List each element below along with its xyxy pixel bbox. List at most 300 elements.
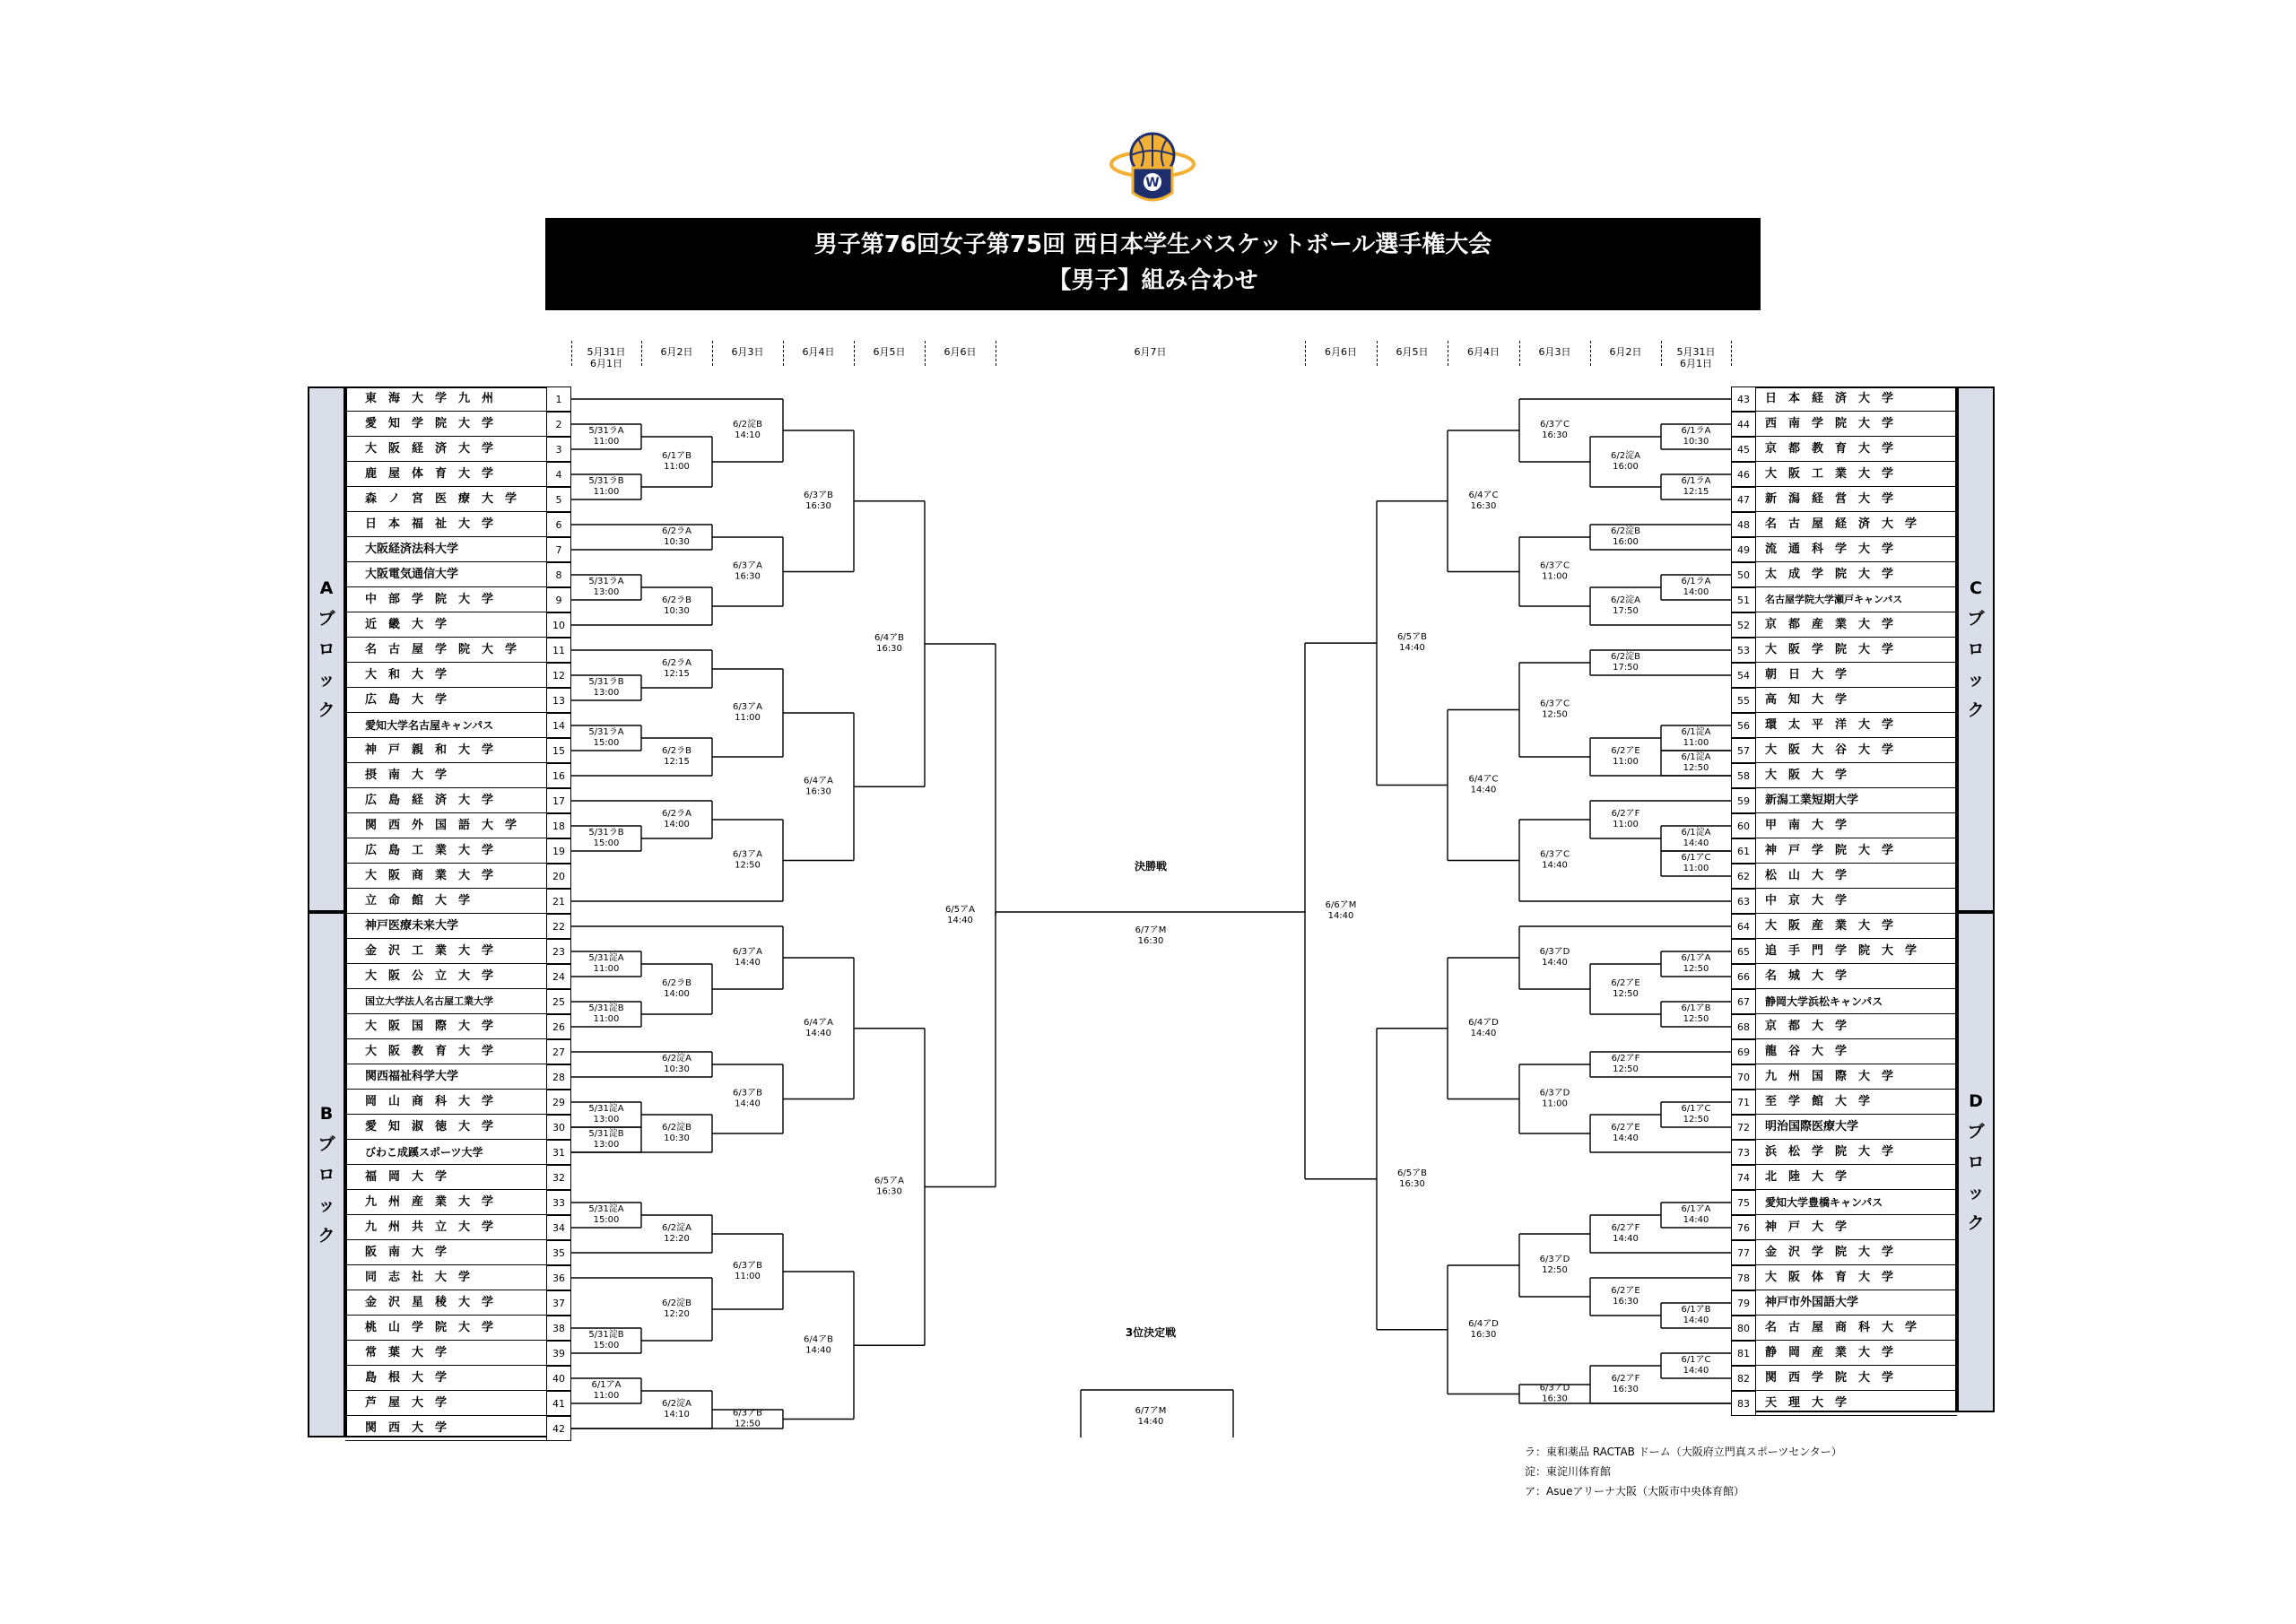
block-label-char: ブ <box>317 1134 335 1154</box>
team-seed-number: 41 <box>546 1391 571 1416</box>
date-header-right: 6月2日 <box>1609 346 1642 358</box>
block-label-char: C <box>1970 578 1982 598</box>
match-label: 15:00 <box>593 1341 620 1350</box>
team-seed-number: 70 <box>1731 1064 1756 1090</box>
team-name: 神戸市外国語大学 <box>1756 1290 1957 1316</box>
match-label: 6/3アA <box>733 849 762 860</box>
match-label: 12:50 <box>1613 989 1639 999</box>
team-name: 鹿 屋 体 育 大 学 <box>345 462 546 487</box>
team-seed-number: 48 <box>1731 512 1756 537</box>
team-seed-number: 30 <box>546 1115 571 1140</box>
team-seed-number: 12 <box>546 663 571 688</box>
date-header-left: 6月6日 <box>944 346 977 358</box>
team-seed-number: 35 <box>546 1240 571 1265</box>
date-header-left: 6月2日 <box>660 346 693 358</box>
match-label: 12:50 <box>1542 709 1568 720</box>
team-name: 甲 南 大 学 <box>1756 813 1957 838</box>
match-label: 14:40 <box>805 1028 831 1038</box>
team-seed-number: 62 <box>1731 864 1756 889</box>
match-label: 16:00 <box>1613 537 1639 547</box>
team-name: 常 葉 大 学 <box>345 1341 546 1366</box>
match-label: 6/3アD <box>1539 1255 1570 1264</box>
date-header-left: 6月4日 <box>802 346 835 358</box>
match-label: 6/2淀B <box>662 1298 691 1308</box>
team-name: 大 阪 国 際 大 学 <box>345 1014 546 1039</box>
block-label-char: A <box>319 578 334 598</box>
team-name: 名 古 屋 経 済 大 学 <box>1756 512 1957 537</box>
team-name: 大 阪 産 業 大 学 <box>1756 914 1957 939</box>
match-label: 12:50 <box>735 860 761 871</box>
match-label: 6/2淀B <box>733 420 762 430</box>
team-seed-number: 37 <box>546 1290 571 1316</box>
team-seed-number: 31 <box>546 1140 571 1165</box>
team-name: 関 西 大 学 <box>345 1416 546 1441</box>
match-label: 5/31ラA <box>588 426 624 436</box>
team-name: 金 沢 星 稜 大 学 <box>345 1290 546 1316</box>
team-seed-number: 29 <box>546 1090 571 1115</box>
team-name: 愛 知 学 院 大 学 <box>345 412 546 437</box>
team-name: 広 島 経 済 大 学 <box>345 788 546 813</box>
date-header-right: 5月31日 6月1日 <box>1676 346 1716 369</box>
block-label-char: ブ <box>1967 1122 1985 1142</box>
match-label: 6/3アB <box>733 1088 762 1099</box>
match-label: 6/2アE <box>1611 1123 1640 1133</box>
match-label: 14:40 <box>1613 1234 1639 1244</box>
match-label: 11:00 <box>1542 1099 1568 1109</box>
date-header-right: 6月4日 <box>1467 346 1500 358</box>
team-name: 摂 南 大 学 <box>345 763 546 788</box>
team-seed-number: 47 <box>1731 487 1756 512</box>
third-place-label: 3位決定戦 <box>1125 1326 1177 1339</box>
date-header-left: 6月5日 <box>873 346 906 358</box>
match-label: 12:15 <box>1683 487 1709 497</box>
match-label: 11:00 <box>1683 738 1709 748</box>
date-header-left: 6月3日 <box>731 346 764 358</box>
team-seed-number: 56 <box>1731 713 1756 738</box>
match-label: 13:00 <box>593 688 620 698</box>
team-name: 大 阪 教 育 大 学 <box>345 1039 546 1064</box>
team-name: 関 西 外 国 語 大 学 <box>345 813 546 838</box>
match-label: 14:40 <box>805 1345 831 1356</box>
team-name: 九 州 共 立 大 学 <box>345 1215 546 1240</box>
team-seed-number: 5 <box>546 487 571 512</box>
team-seed-number: 16 <box>546 763 571 788</box>
match-label: 11:00 <box>593 1391 620 1401</box>
match-label: 11:00 <box>664 462 690 472</box>
date-separator <box>1731 341 1732 366</box>
team-seed-number: 49 <box>1731 537 1756 562</box>
match-label: 14:40 <box>1683 1366 1709 1376</box>
team-seed-number: 1 <box>546 386 571 412</box>
match-label: 6/1ラA <box>1681 476 1711 486</box>
final-match-label: 6/7アM <box>1135 925 1167 935</box>
match-label: 16:30 <box>735 571 761 582</box>
final-label: 決勝戦 <box>1134 860 1168 873</box>
match-label: 6/1アB <box>662 451 691 461</box>
team-seed-number: 43 <box>1731 386 1756 412</box>
match-label: 6/2淀A <box>662 1054 691 1064</box>
team-seed-number: 81 <box>1731 1341 1756 1366</box>
match-label: 6/4アC <box>1468 490 1499 500</box>
date-header-right: 6月6日 <box>1325 346 1357 358</box>
match-label: 6/4アC <box>1468 774 1499 785</box>
team-name: 松 山 大 学 <box>1756 864 1957 889</box>
team-seed-number: 42 <box>546 1416 571 1441</box>
team-seed-number: 59 <box>1731 788 1756 813</box>
block-label-char: ロ <box>317 639 335 659</box>
match-label: 12:50 <box>735 1419 761 1429</box>
match-label: 6/3アD <box>1539 947 1570 957</box>
match-label: 6/5アA <box>874 1176 904 1186</box>
match-label: 6/4アA <box>804 1017 833 1028</box>
match-label: 5/31ラB <box>588 677 624 687</box>
team-seed-number: 65 <box>1731 939 1756 964</box>
match-label: 6/4アD <box>1468 1017 1499 1028</box>
match-label: 15:00 <box>593 838 620 848</box>
match-label: 5/31淀A <box>588 953 624 963</box>
match-label: 6/3アA <box>733 560 762 571</box>
match-label: 16:30 <box>1613 1385 1639 1394</box>
team-name: 京 都 教 育 大 学 <box>1756 437 1957 462</box>
match-label: 6/1アC <box>1681 1104 1711 1114</box>
match-label: 6/4アD <box>1468 1318 1499 1329</box>
match-label: 6/2淀A <box>662 1399 691 1409</box>
team-name: 龍 谷 大 学 <box>1756 1039 1957 1064</box>
team-seed-number: 10 <box>546 612 571 638</box>
match-label: 11:00 <box>593 487 620 497</box>
match-label: 6/2アE <box>1611 1286 1640 1296</box>
team-seed-number: 17 <box>546 788 571 813</box>
match-label: 17:50 <box>1613 663 1639 673</box>
match-label: 15:00 <box>593 738 620 748</box>
date-header-right: 6月5日 <box>1396 346 1429 358</box>
match-label: 6/1アA <box>1681 1204 1711 1214</box>
match-label: 11:00 <box>593 1014 620 1024</box>
team-name: 神 戸 大 学 <box>1756 1215 1957 1240</box>
team-name: 大 阪 商 業 大 学 <box>345 864 546 889</box>
match-label: 12:50 <box>1683 964 1709 974</box>
team-seed-number: 76 <box>1731 1215 1756 1240</box>
match-label: 14:00 <box>664 820 690 829</box>
team-seed-number: 28 <box>546 1064 571 1090</box>
match-label: 6/5アB <box>1397 632 1427 643</box>
match-label: 14:40 <box>1399 643 1425 654</box>
team-seed-number: 66 <box>1731 964 1756 989</box>
team-name: 桃 山 学 院 大 学 <box>345 1316 546 1341</box>
match-label: 12:50 <box>1683 763 1709 773</box>
team-name: 大 和 大 学 <box>345 663 546 688</box>
venue-note-asue: ア：Asueアリーナ大阪（大阪市中央体育館） <box>1525 1485 1744 1498</box>
team-name: 広 島 工 業 大 学 <box>345 838 546 864</box>
team-seed-number: 51 <box>1731 587 1756 612</box>
match-label: 6/2淀A <box>1611 595 1640 605</box>
team-seed-number: 61 <box>1731 838 1756 864</box>
team-seed-number: 45 <box>1731 437 1756 462</box>
team-seed-number: 27 <box>546 1039 571 1064</box>
match-label: 14:00 <box>1683 587 1709 597</box>
team-name: 北 陸 大 学 <box>1756 1165 1957 1190</box>
match-label: 10:30 <box>664 1133 690 1143</box>
team-seed-number: 15 <box>546 738 571 763</box>
team-name: 愛 知 淑 徳 大 学 <box>345 1115 546 1140</box>
team-name: 金 沢 工 業 大 学 <box>345 939 546 964</box>
match-label: 16:30 <box>1542 430 1568 440</box>
match-label: 6/1アB <box>1681 1305 1711 1315</box>
team-name: 名 城 大 学 <box>1756 964 1957 989</box>
team-seed-number: 32 <box>546 1165 571 1190</box>
match-label: 14:40 <box>1542 958 1568 968</box>
match-label: 10:30 <box>664 1064 690 1074</box>
venue-note-yodo: 淀：東淀川体育館 <box>1525 1465 1612 1478</box>
team-seed-number: 77 <box>1731 1240 1756 1265</box>
match-label: 5/31ラB <box>588 828 624 838</box>
team-seed-number: 63 <box>1731 889 1756 914</box>
match-label: 6/2アE <box>1611 978 1640 988</box>
team-seed-number: 67 <box>1731 989 1756 1014</box>
team-seed-number: 46 <box>1731 462 1756 487</box>
team-name: 同 志 社 大 学 <box>345 1265 546 1290</box>
team-name: 福 岡 大 学 <box>345 1165 546 1190</box>
match-label: 14:40 <box>735 1099 761 1109</box>
match-label: 14:40 <box>1542 860 1568 871</box>
team-name: 静 岡 産 業 大 学 <box>1756 1341 1957 1366</box>
match-label: 6/3アB <box>733 1408 762 1419</box>
match-label: 11:00 <box>593 437 620 447</box>
block-label-char: ブ <box>317 609 335 629</box>
team-seed-number: 20 <box>546 864 571 889</box>
match-label: 6/2アF <box>1611 809 1640 819</box>
team-seed-number: 60 <box>1731 813 1756 838</box>
team-name: 大 阪 学 院 大 学 <box>1756 638 1957 663</box>
match-label: 16:30 <box>1470 1329 1497 1340</box>
third-match-label: 6/7アM <box>1135 1406 1167 1416</box>
team-name: 岡 山 商 科 大 学 <box>345 1090 546 1115</box>
team-name: 高 知 大 学 <box>1756 688 1957 713</box>
match-label: 6/4アA <box>804 776 833 786</box>
match-label: 6/1アB <box>1681 1003 1711 1013</box>
team-name: 九 州 産 業 大 学 <box>345 1190 546 1215</box>
team-seed-number: 9 <box>546 587 571 612</box>
match-label: 6/2ラB <box>662 595 691 605</box>
match-label: 6/1淀A <box>1681 828 1711 838</box>
team-seed-number: 26 <box>546 1014 571 1039</box>
block-label-char: ッ <box>1967 670 1985 690</box>
match-label: 6/3アD <box>1539 1383 1570 1394</box>
team-seed-number: 8 <box>546 562 571 587</box>
team-seed-number: 72 <box>1731 1115 1756 1140</box>
match-label: 16:30 <box>805 500 831 511</box>
team-seed-number: 19 <box>546 838 571 864</box>
match-label: 6/1ラA <box>1681 426 1711 436</box>
block-label-char: B <box>319 1104 334 1124</box>
team-seed-number: 2 <box>546 412 571 437</box>
match-label: 16:30 <box>1542 1394 1568 1404</box>
team-name: 京 都 大 学 <box>1756 1014 1957 1039</box>
block-label-char: ク <box>317 700 335 720</box>
team-name: 関西福祉科学大学 <box>345 1064 546 1090</box>
team-name: 浜 松 学 院 大 学 <box>1756 1140 1957 1165</box>
match-label: 6/2アF <box>1611 1374 1640 1384</box>
final-match-time: 16:30 <box>1137 936 1164 946</box>
team-name: 大 阪 大 学 <box>1756 763 1957 788</box>
match-label: 10:30 <box>664 537 690 547</box>
match-label: 5/31ラA <box>588 577 624 586</box>
bracket-subtitle: 【男子】組み合わせ <box>1048 267 1258 294</box>
block-label-char: D <box>1969 1091 1983 1111</box>
team-name: 新 潟 経 営 大 学 <box>1756 487 1957 512</box>
match-label: 11:00 <box>735 713 761 723</box>
match-label: 16:30 <box>876 1186 902 1197</box>
team-seed-number: 69 <box>1731 1039 1756 1064</box>
team-name: 名古屋学院大学瀬戸キャンパス <box>1756 587 1957 612</box>
team-name: 中 京 大 学 <box>1756 889 1957 914</box>
team-seed-number: 36 <box>546 1265 571 1290</box>
match-label: 6/1アA <box>591 1380 622 1390</box>
team-seed-number: 74 <box>1731 1165 1756 1190</box>
date-header-right: 6月3日 <box>1538 346 1571 358</box>
match-label: 14:00 <box>664 989 690 999</box>
team-seed-number: 44 <box>1731 412 1756 437</box>
match-label: 6/1淀A <box>1681 752 1711 762</box>
team-name: 朝 日 大 学 <box>1756 663 1957 688</box>
venue-note-ra: ラ：東和薬品 RACTAB ドーム（大阪府立門真スポーツセンター） <box>1525 1446 1842 1458</box>
match-label: 6/3アC <box>1539 849 1570 860</box>
match-label: 5/31淀A <box>588 1104 624 1114</box>
team-name: 至 学 館 大 学 <box>1756 1090 1957 1115</box>
match-label: 6/2ラA <box>662 809 691 819</box>
team-seed-number: 50 <box>1731 562 1756 587</box>
team-seed-number: 57 <box>1731 738 1756 763</box>
match-label: 12:15 <box>664 669 690 679</box>
match-label: 12:20 <box>664 1309 690 1319</box>
team-seed-number: 80 <box>1731 1316 1756 1341</box>
match-label: 11:00 <box>1613 820 1639 829</box>
match-label: 6/2ラB <box>662 746 691 756</box>
team-name: 大阪経済法科大学 <box>345 537 546 562</box>
block-label-char: ク <box>317 1226 335 1246</box>
team-name: 大 阪 工 業 大 学 <box>1756 462 1957 487</box>
match-label: 14:10 <box>735 430 761 440</box>
team-name: 大阪電気通信大学 <box>345 562 546 587</box>
match-label: 6/2淀B <box>662 1123 691 1133</box>
team-name: 明治国際医療大学 <box>1756 1115 1957 1140</box>
team-name: 金 沢 学 院 大 学 <box>1756 1240 1957 1265</box>
match-label: 16:00 <box>1613 462 1639 472</box>
match-label: 5/31淀A <box>588 1204 624 1214</box>
team-name: 島 根 大 学 <box>345 1366 546 1391</box>
match-label: 16:30 <box>876 644 902 654</box>
match-label: 6/5アB <box>1397 1168 1427 1178</box>
match-label: 6/2アE <box>1611 746 1640 756</box>
team-name: 近 畿 大 学 <box>345 612 546 638</box>
team-name: 芦 屋 大 学 <box>345 1391 546 1416</box>
match-label: 12:20 <box>664 1234 690 1244</box>
team-seed-number: 40 <box>546 1366 571 1391</box>
team-seed-number: 4 <box>546 462 571 487</box>
block-label-char: ッ <box>317 670 335 690</box>
team-seed-number: 53 <box>1731 638 1756 663</box>
team-name: 環 太 平 洋 大 学 <box>1756 713 1957 738</box>
match-label: 6/3アC <box>1539 420 1570 430</box>
match-label: 5/31淀B <box>588 1330 624 1340</box>
match-label: 11:00 <box>1613 757 1639 767</box>
match-label: 6/6アM <box>1325 899 1357 910</box>
match-label: 13:00 <box>593 587 620 597</box>
block-label-char: ブ <box>1967 609 1985 629</box>
team-seed-number: 73 <box>1731 1140 1756 1165</box>
team-name: 森 ノ 宮 医 療 大 学 <box>345 487 546 512</box>
match-label: 6/1ラA <box>1681 577 1711 586</box>
team-name: 中 部 学 院 大 学 <box>345 587 546 612</box>
match-label: 14:40 <box>1613 1133 1639 1143</box>
team-seed-number: 64 <box>1731 914 1756 939</box>
match-label: 12:50 <box>1542 1265 1568 1275</box>
team-seed-number: 7 <box>546 537 571 562</box>
match-label: 16:30 <box>1399 1178 1425 1189</box>
match-label: 11:00 <box>1542 571 1568 582</box>
match-label: 16:30 <box>1470 500 1497 511</box>
match-label: 6/2淀B <box>1611 652 1640 662</box>
match-label: 12:50 <box>1683 1115 1709 1125</box>
match-label: 14:40 <box>1470 1028 1497 1038</box>
match-label: 11:00 <box>735 1272 761 1281</box>
match-label: 13:00 <box>593 1115 620 1125</box>
team-seed-number: 83 <box>1731 1391 1756 1416</box>
team-seed-number: 18 <box>546 813 571 838</box>
team-seed-number: 11 <box>546 638 571 663</box>
match-label: 13:00 <box>593 1140 620 1150</box>
team-seed-number: 24 <box>546 964 571 989</box>
match-label: 6/2淀A <box>662 1223 691 1233</box>
team-name: 名 古 屋 学 院 大 学 <box>345 638 546 663</box>
match-label: 6/2淀B <box>1611 526 1640 536</box>
match-label: 10:30 <box>1683 437 1709 447</box>
team-name: 神戸医療未来大学 <box>345 914 546 939</box>
team-seed-number: 78 <box>1731 1265 1756 1290</box>
team-seed-number: 14 <box>546 713 571 738</box>
team-name: 静岡大学浜松キャンパス <box>1756 989 1957 1014</box>
team-name: 立 命 館 大 学 <box>345 889 546 914</box>
team-name: 日 本 経 済 大 学 <box>1756 386 1957 412</box>
team-name: びわこ成蹊スポーツ大学 <box>345 1140 546 1165</box>
match-label: 6/3アB <box>733 1261 762 1271</box>
team-name: 関 西 学 院 大 学 <box>1756 1366 1957 1391</box>
match-label: 6/1アC <box>1681 853 1711 863</box>
match-label: 10:30 <box>664 606 690 616</box>
team-seed-number: 54 <box>1731 663 1756 688</box>
team-seed-number: 25 <box>546 989 571 1014</box>
team-seed-number: 52 <box>1731 612 1756 638</box>
team-name: 神 戸 親 和 大 学 <box>345 738 546 763</box>
team-name: 九 州 国 際 大 学 <box>1756 1064 1957 1090</box>
team-name: 愛知大学豊橋キャンパス <box>1756 1190 1957 1215</box>
team-name: 天 理 大 学 <box>1756 1391 1957 1416</box>
match-label: 5/31淀B <box>588 1003 624 1013</box>
match-label: 6/3アD <box>1539 1088 1570 1099</box>
match-label: 14:40 <box>735 958 761 968</box>
team-seed-number: 68 <box>1731 1014 1756 1039</box>
match-label: 6/1アA <box>1681 953 1711 963</box>
date-header-final: 6月7日 <box>1134 346 1167 358</box>
match-label: 6/3アA <box>733 947 762 957</box>
team-seed-number: 21 <box>546 889 571 914</box>
match-label: 5/31淀B <box>588 1129 624 1139</box>
match-label: 6/2アF <box>1611 1054 1640 1064</box>
third-match-time: 14:40 <box>1137 1417 1164 1427</box>
team-seed-number: 3 <box>546 437 571 462</box>
block-label-char: ク <box>1967 700 1985 720</box>
date-header-left: 5月31日 6月1日 <box>587 346 626 369</box>
